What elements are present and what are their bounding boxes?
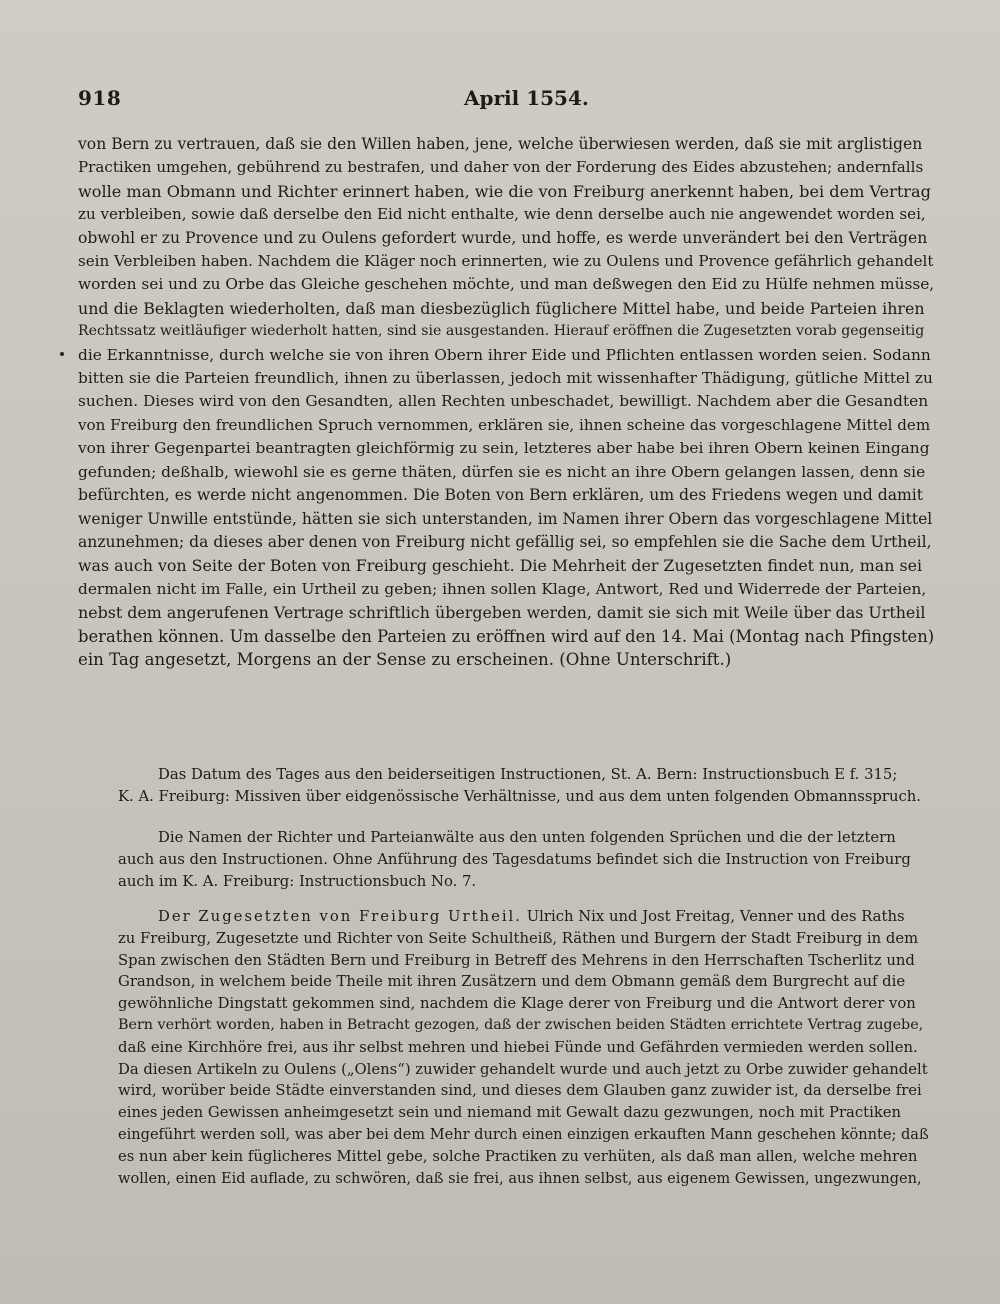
- judgment-line: Grandson, in welchem beide Theile mit ihren Zusätzern und dem Obmann gemäß dem Burgrecht auf die: [118, 973, 906, 991]
- judgment-line: Da diesen Artikeln zu Oulens („Olens“) zuwider gehandelt wurde und auch jetzt zu Orbe zuwider gehandelt: [118, 1060, 928, 1078]
- text-line: dermalen nicht im Falle, ein Urtheil zu geben; ihnen sollen Klage, Antwort, Red und Widerrede der Parteien,: [78, 579, 927, 598]
- text-line: nebst dem angerufenen Vertrage schriftlich übergeben werden, damit sie sich mit Weile über das Urtheil: [78, 603, 926, 623]
- judgment-line: es nun aber kein füglicheres Mittel gebe, solche Practiken zu verhüten, als daß man allen, welche mehren: [118, 1147, 918, 1165]
- text-line: von Bern zu vertrauen, daß sie den Willen haben, jene, welche überwiesen werden, daß sie mit arglistigen: [78, 135, 923, 153]
- text-line: wolle man Obmann und Richter erinnert haben, wie die von Freiburg anerkennt haben, bei dem Vertrag: [78, 181, 931, 201]
- note-line: Das Datum des Tages aus den beiderseitigen Instructionen, St. A. Bern: Instructionsbuch E f. 315;: [158, 766, 898, 783]
- text-line: sein Verbleiben haben. Nachdem die Kläger noch erinnerten, wie zu Oulens und Provence gefährlich gehandelt: [78, 252, 934, 271]
- text-line: zu verbleiben, sowie daß derselbe den Eid nicht enthalte, wie denn derselbe auch nie angewendet worden sei,: [78, 205, 926, 224]
- text-line: ein Tag angesetzt, Morgens an der Sense zu erscheinen. (Ohne Unterschrift.): [78, 649, 732, 669]
- names-note: [118, 827, 934, 892]
- margin-mark: [60, 352, 64, 356]
- text-line: von Freiburg den freundlichen Spruch vernommen, erklären sie, ihnen scheine das vorgeschlagene Mittel dem: [78, 415, 931, 434]
- text-line: obwohl er zu Provence und zu Oulens gefordert wurde, und hoffe, es werde unverändert bei den Verträgen: [78, 228, 928, 247]
- text-line: weniger Unwille entstünde, hätten sie sich unterstanden, im Namen ihrer Obern das vorgeschlagene Mittel: [78, 509, 933, 528]
- judgment-line: wollen, einen Eid auflade, zu schwören, daß sie frei, aus ihnen selbst, aus eigenem Gewissen, ungezwungen,: [118, 1169, 922, 1187]
- judgment-section: [118, 906, 934, 1189]
- main-paragraph: [78, 133, 934, 671]
- judgment-first-line-rest: Ulrich Nix und Jost Freitag, Venner und des Raths: [522, 908, 905, 925]
- judgment-line: zu Freiburg, Zugesetzte und Richter von Seite Schultheiß, Räthen und Burgern der Stadt Freiburg in dem: [118, 929, 919, 947]
- judgment-line: eines jeden Gewissen anheimgesetzt sein und niemand mit Gewalt dazu gezwungen, noch mit Practiken: [118, 1104, 902, 1122]
- text-line: Rechtssatz weitläufiger wiederholt hatten, sind sie ausgestanden. Hierauf eröffnen die Zugesetzten vorab gegenseitig: [78, 323, 925, 340]
- text-line: was auch von Seite der Boten von Freiburg geschieht. Die Mehrheit der Zugesetzten findet nun, man sei: [78, 556, 923, 576]
- judgment-heading: Der Zugesetzten von Freiburg Urtheil.: [158, 908, 522, 925]
- judgment-first-line: [158, 906, 934, 928]
- note-line: auch im K. A. Freiburg: Instructionsbuch No. 7.: [118, 872, 477, 890]
- source-note: [118, 764, 934, 808]
- note-line: Die Namen der Richter und Parteianwälte aus den unten folgenden Sprüchen und die der letztern: [158, 829, 896, 846]
- page-header: [78, 86, 930, 116]
- text-line: worden sei und zu Orbe das Gleiche geschehen möchte, und man deßwegen den Eid zu Hülfe nehmen müsse,: [78, 275, 934, 294]
- text-line: suchen. Dieses wird von den Gesandten, allen Rechten unbeschadet, bewilligt. Nachdem aber die Gesandten: [78, 392, 929, 411]
- note-line: auch aus den Instructionen. Ohne Anführung des Tagesdatums befindet sich die Instruction von Freiburg: [118, 850, 911, 868]
- text-line: befürchten, es werde nicht angenommen. Die Boten von Bern erklären, um des Friedens wegen und damit: [78, 486, 924, 505]
- judgment-line: daß eine Kirchhöre frei, aus ihr selbst mehren und hiebei Fünde und Gefährden vermieden werden sollen.: [118, 1038, 918, 1056]
- note-line: K. A. Freiburg: Missiven über eidgenössische Verhältnisse, und aus dem unten folgenden Obmannsspruch.: [118, 787, 922, 805]
- page-number: 918: [78, 86, 122, 110]
- text-line: berathen können. Um dasselbe den Parteien zu eröffnen wird auf den 14. Mai (Montag nach Pfingsten): [78, 626, 934, 646]
- judgment-line: gewöhnliche Dingstatt gekommen sind, nachdem die Klage derer von Freiburg und die Antwort derer von: [118, 995, 916, 1013]
- text-line: Practiken umgehen, gebührend zu bestrafen, und daher von der Forderung des Eides abzustehen; andernfalls: [78, 158, 924, 177]
- judgment-line: Span zwischen den Städten Bern und Freiburg in Betreff des Mehrens in den Herrschaften Tscherlitz und: [118, 951, 915, 969]
- text-line: von ihrer Gegenpartei beantragten gleichförmig zu sein, letzteres aber habe bei ihren Obern keinen Eingang: [78, 439, 930, 458]
- text-line: die Erkanntnisse, durch welche sie von ihren Obern ihrer Eide und Pflichten entlassen worden seien. Sodann: [78, 345, 931, 364]
- judgment-line: Bern verhört worden, haben in Betracht gezogen, daß der zwischen beiden Städten errichtete Vertrag zugebe,: [118, 1016, 924, 1033]
- judgment-line: eingeführt werden soll, was aber bei dem Mehr durch einen einzigen erkauften Mann geschehen könnte; daß: [118, 1125, 929, 1143]
- running-title: April 1554.: [464, 86, 589, 110]
- text-line: gefunden; deßhalb, wiewohl sie es gerne thäten, dürfen sie es nicht an ihre Obern gelangen lassen, denn sie: [78, 462, 926, 481]
- text-line: bitten sie die Parteien freundlich, ihnen zu überlassen, jedoch mit wissenhafter Thädigung, gütliche Mittel zu: [78, 369, 933, 388]
- text-line: anzunehmen; da dieses aber denen von Freiburg nicht gefällig sei, so empfehlen sie die Sache dem Urtheil,: [78, 532, 932, 551]
- text-line: und die Beklagten wiederholten, daß man diesbezüglich füglichere Mittel habe, und beide Parteien ihren: [78, 298, 925, 318]
- judgment-line: wird, worüber beide Städte einverstanden sind, und dieses dem Glauben ganz zuwider ist, da derselbe frei: [118, 1082, 922, 1100]
